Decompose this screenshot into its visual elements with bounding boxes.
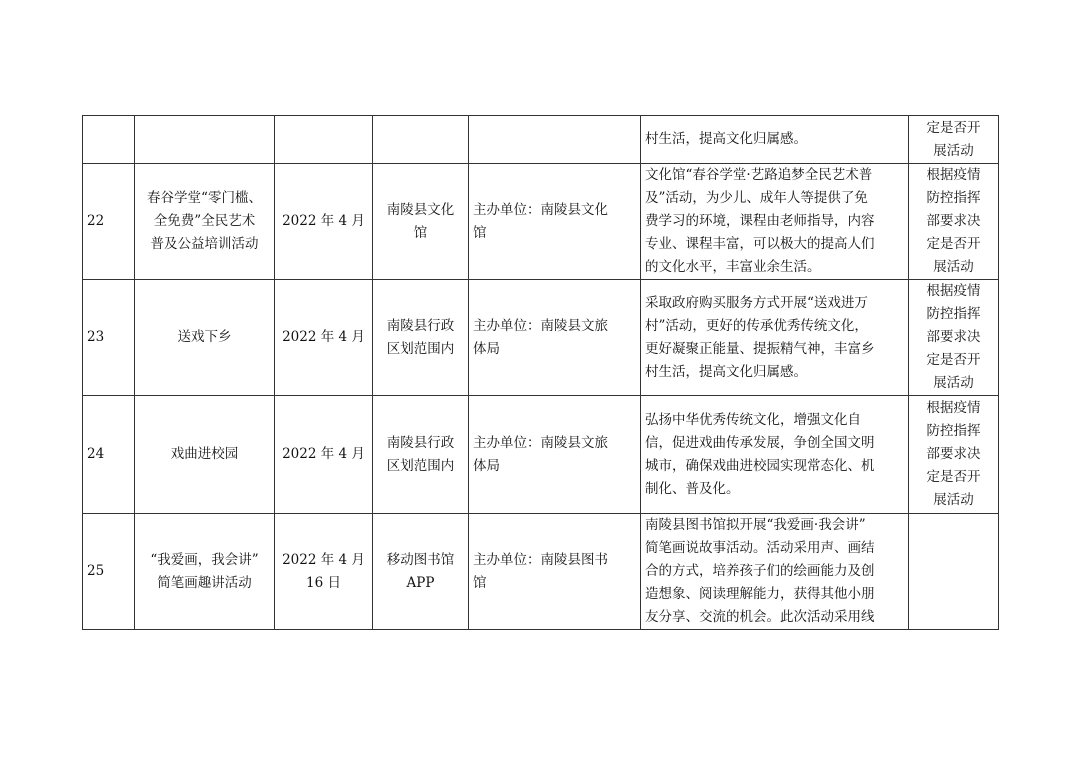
- organizer-line: 体局: [473, 340, 500, 357]
- remark-line: 根据疫情: [926, 283, 981, 299]
- time-cell: [275, 396, 373, 514]
- time-cell: [275, 514, 373, 630]
- remark-line: 防控指挥: [926, 306, 981, 322]
- content-line: 友分享、交流的机会。此次活动采用线: [645, 609, 875, 625]
- content-line: 城市，确保戏曲进校园实现常态化、机: [645, 457, 875, 474]
- organizer-cell: [469, 116, 641, 164]
- name-line: 戏曲进校园: [170, 446, 239, 462]
- remark-line: 防控指挥: [926, 190, 981, 206]
- place-cell: [373, 396, 469, 514]
- no-cell: 24: [83, 396, 135, 514]
- organizer-cell: [469, 514, 641, 630]
- place-cell: [373, 514, 469, 630]
- remark-cell: [909, 514, 999, 630]
- organizer-line: 主办单位：南陵县文旅: [473, 317, 608, 334]
- place-cell: [373, 280, 469, 396]
- time-line: 2022 年 4 月: [282, 213, 365, 229]
- content-line: 更好凝聚正能量、提振精气神，丰富乡: [645, 340, 875, 357]
- name-cell: [135, 280, 275, 396]
- time-cell: [275, 280, 373, 396]
- place-cell: [373, 164, 469, 280]
- content-line: 文化馆“春谷学堂·艺路追梦全民艺术普: [645, 167, 873, 183]
- time-cell: [275, 116, 373, 164]
- time-line: 16 日: [306, 574, 341, 591]
- content-line: 合的方式，培养孩子们的绘画能力及创: [645, 563, 875, 579]
- name-line: “我爱画，我会讲”: [150, 551, 259, 568]
- time-line: 2022 年 4 月: [282, 329, 365, 345]
- name-line: 全免费”全民艺术: [153, 213, 256, 229]
- content-line: 及”活动，为少儿、成年人等提供了免: [645, 190, 868, 206]
- content-line: 村生活，提高文化归属感。: [645, 363, 807, 380]
- content-line: 简笔画说故事活动。活动采用声、画结: [645, 540, 875, 556]
- content-line: 造想象、阅读理解能力，获得其他小朋: [645, 586, 875, 602]
- table-row: [83, 280, 999, 396]
- content-cell: [641, 514, 909, 630]
- name-line: 普及公益培训活动: [150, 236, 259, 252]
- content-line: 村生活，提高文化归属感。: [645, 131, 807, 147]
- remark-cell: [909, 396, 999, 514]
- remark-line: 部要求决: [926, 329, 981, 345]
- organizer-cell: [469, 280, 641, 396]
- name-cell: [135, 396, 275, 514]
- name-line: 春谷学堂“零门槛、: [147, 190, 262, 206]
- content-line: 采取政府购买服务方式开展“送戏进万: [645, 294, 868, 311]
- activity-table: [82, 115, 999, 630]
- organizer-line: 主办单位：南陵县图书: [473, 551, 608, 568]
- no-cell: 23: [83, 280, 135, 396]
- table-body: [83, 116, 999, 630]
- remark-line: 部要求决: [926, 446, 981, 462]
- place-line: 移动图书馆: [386, 551, 455, 568]
- place-line: 馆: [413, 224, 428, 241]
- organizer-line: 馆: [473, 224, 487, 241]
- organizer-cell: [469, 396, 641, 514]
- content-line: 弘扬中华优秀传统文化，增强文化自: [645, 411, 861, 428]
- remark-line: 防控指挥: [926, 423, 981, 439]
- content-cell: [641, 164, 909, 280]
- place-line: 区划范围内: [386, 340, 455, 357]
- remark-line: 展活动: [933, 375, 974, 391]
- place-cell: [373, 116, 469, 164]
- remark-line: 部要求决: [926, 213, 981, 229]
- name-line: 简笔画趣讲活动: [157, 574, 252, 591]
- remark-line: 展活动: [933, 142, 974, 159]
- remark-line: 展活动: [933, 259, 974, 275]
- time-line: 2022 年 4 月: [282, 551, 365, 568]
- organizer-cell: [469, 164, 641, 280]
- no-cell: 25: [83, 514, 135, 630]
- remark-cell: [909, 280, 999, 396]
- table-row: [83, 164, 999, 280]
- content-line: 的文化水平，丰富业余生活。: [645, 259, 821, 275]
- content-line: 费学习的环境，课程由老师指导，内容: [645, 213, 875, 229]
- organizer-line: 体局: [473, 457, 500, 474]
- remark-line: 展活动: [933, 492, 974, 508]
- remark-line: 定是否开: [926, 119, 981, 136]
- remark-cell: [909, 116, 999, 164]
- content-line: 村”活动，更好的传承优秀传统文化，: [645, 317, 868, 334]
- content-cell: [641, 280, 909, 396]
- content-line: 信，促进戏曲传承发展，争创全国文明: [645, 434, 875, 451]
- remark-line: 定是否开: [926, 236, 981, 252]
- remark-line: 根据疫情: [926, 400, 981, 416]
- content-line: 南陵县图书馆拟开展“我爱画·我会讲”: [645, 517, 866, 533]
- organizer-line: 主办单位：南陵县文旅: [473, 434, 608, 451]
- organizer-line: 主办单位：南陵县文化: [473, 201, 608, 218]
- content-line: 制化、普及化。: [645, 480, 740, 497]
- time-cell: [275, 164, 373, 280]
- remark-cell: [909, 164, 999, 280]
- time-line: 2022 年 4 月: [282, 446, 365, 462]
- remark-line: 根据疫情: [926, 167, 981, 183]
- organizer-line: 馆: [473, 574, 487, 591]
- place-line: APP: [406, 574, 435, 591]
- place-line: 南陵县行政: [386, 317, 455, 334]
- name-cell: [135, 514, 275, 630]
- remark-line: 定是否开: [926, 352, 981, 368]
- no-cell: 22: [83, 164, 135, 280]
- place-line: 南陵县行政: [386, 434, 455, 451]
- name-cell: [135, 164, 275, 280]
- table-row: [83, 396, 999, 514]
- content-line: 专业、课程丰富，可以极大的提高人们: [645, 236, 875, 252]
- name-line: 送戏下乡: [177, 329, 232, 345]
- table-row: [83, 514, 999, 630]
- content-cell: [641, 116, 909, 164]
- place-line: 区划范围内: [386, 457, 455, 474]
- remark-line: 定是否开: [926, 469, 981, 485]
- place-line: 南陵县文化: [386, 201, 455, 218]
- content-cell: [641, 396, 909, 514]
- table-row: [83, 116, 999, 164]
- no-cell: [83, 116, 135, 164]
- name-cell: [135, 116, 275, 164]
